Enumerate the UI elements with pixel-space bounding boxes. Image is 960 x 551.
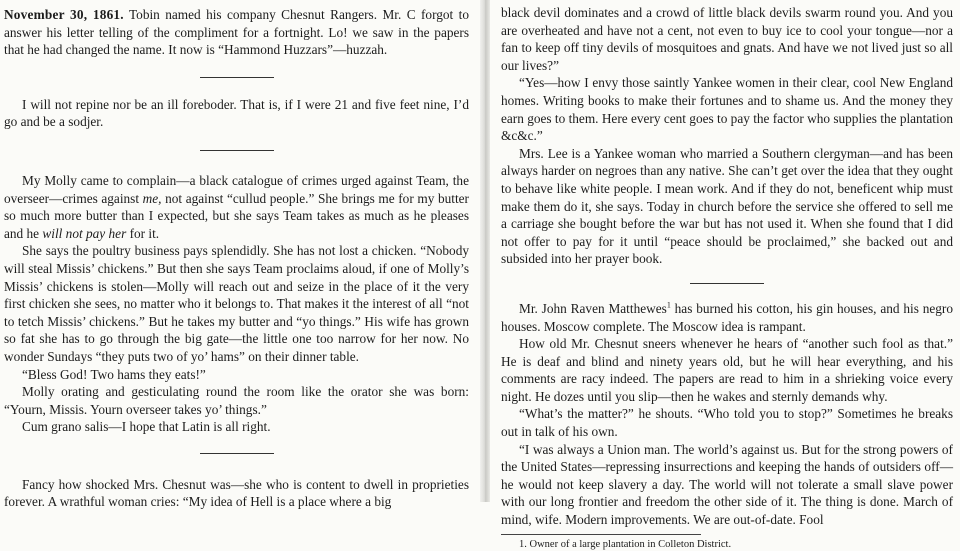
right-column <box>501 4 953 551</box>
section-divider <box>200 150 274 151</box>
paragraph-black-devil: black devil dominates and a crowd of little black devils swarm round you. And you are overheated and have not a cent, not even to buy ice to cool your tongue—nor a fan to keep off tiny devils of mosquitoes and gnats. And have we not lived just so all our lives?” <box>501 5 953 73</box>
paragraph-yankee-women: “Yes—how I envy those saintly Yankee women in their clear, cool New England homes. Writing books to make their fortunes and to shame us. And the money they earn goes to them. Here every cent goes to pay the factor who supplies the plantation &c&c.” <box>501 75 953 144</box>
paragraph-mrs-lee: Mrs. Lee is a Yankee woman who married a Southern clergyman—and has been always harder on negroes than any native. She can’t get over the idea that they ought to behave like white people. I mean work. And if they do not, beneficent whip must make them do it, she says. Today in church before the service she offered to sell me a carriage she bought before the war but has not used it. When she found that I did not offer to pay for it until “peace should be proclaimed,” she backed out and subsided into her prayer book. <box>501 145 953 267</box>
paragraph-whats-the-matter: “What’s the matter?” he shouts. “Who told you to stop?” Sometimes he breaks out in talk of his own. <box>501 406 953 440</box>
page-gutter <box>480 0 490 502</box>
paragraph-matthewes: Mr. John Raven Matthewes$^1$ has burned his cotton, his gin houses, and his negro houses. Moscow complete. The Moscow idea is rampant. <box>501 300 953 334</box>
paragraph-entry-nov-30: November 30, 1861. Tobin named his company Chesnut Rangers. Mr. C forgot to answer his letter telling of the compliment for a fortnight. Lo! we saw in the papers that he had changed the name. It now is “Hammond Huzzars”—huzzah. <box>4 7 470 58</box>
paragraph-old-mr-chesnut: How old Mr. Chesnut sneers whenever he hears of “another such fool as that.” He is deaf and blind and ninety years old, but he will hear everything, and his comments are racy indeed. The papers are read to him in a shrieking voice every night. He dozes until you slip—then he wakes and sternly demands why. <box>501 336 953 404</box>
paragraph-bless-god: “Bless God! Two hams they eats!” <box>22 366 206 382</box>
section-divider <box>200 77 274 78</box>
paragraph-poultry: She says the poultry business pays splendidly. She has not lost a chicken. “Nobody will steal Missis’ chickens.” But then she says Team proclaims aloud, if one of Molly’s Missis’ chickens is stolen—Molly will reach out and seize in the place of it the very first chicken she sees, no matter who it belongs to. That makes it the interest of all “not to tetch Missis’ chickens.” But he takes my butter and “yo things.” His wife has grown so fat she has to go through the big gate—the little one too narrow for her now. No wonder Sundays “they puts two of yo’ hams” on their dinner table. <box>4 243 469 364</box>
footnote: 1. Owner of a large plantation in Colleton District. <box>519 538 732 550</box>
section-divider <box>200 453 274 454</box>
footnote-rule <box>501 534 701 535</box>
paragraph-molly-orating: Molly orating and gesticulating round the room like the orator she was born: “Yourn, Missis. Yourn overseer takes yo’ things.” <box>4 384 469 417</box>
paragraph-union-man: “I was always a Union man. The world’s against us. But for the strong powers of the United States—repressing insurrections and keeping the hands of outsiders off—he would not keep slavery a day. The world will not tolerate a small slave power with our long frontier and freedom the other side of it. The thing is done. March of mind, wife. Modern improvements. We are out-of-date. Fool <box>501 441 953 528</box>
footnote-marker: 1 <box>666 300 671 310</box>
paragraph-repine: I will not repine nor be an ill foreboder. That is, if I were 21 and five feet nine, I’d go and be a sodjer. <box>4 96 469 130</box>
paragraph-cum-grano: Cum grano salis—I hope that Latin is all right. <box>22 419 271 435</box>
left-column <box>4 6 469 511</box>
section-divider <box>690 283 764 284</box>
paragraph-molly-complains: My Molly came to complain—a black catalogue of crimes urged against Team, the overseer—crimes against me, not against “cullud people.” She brings me for my butter so much more butter than I expected, but she says Team takes as much as he pleases and he will not pay her for it. <box>4 172 469 241</box>
entry-date: November 30, 1861. <box>4 7 124 22</box>
paragraph-mrs-chesnut: Fancy how shocked Mrs. Chesnut was—she who is content to dwell in proprieties forever. A wrathful woman cries: “My idea of Hell is a place where a big <box>4 476 469 510</box>
